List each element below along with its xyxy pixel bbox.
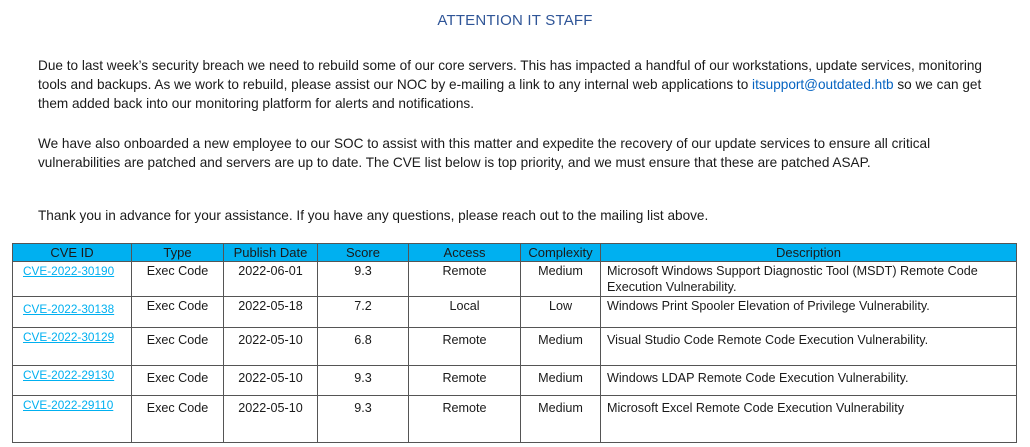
cell-access: Remote [409, 328, 521, 366]
intro-text-end: so we can get them added back into our monitoring platform for alerts and notifications. [38, 77, 982, 111]
cell-complexity: Medium [521, 366, 601, 396]
intro-text-start: Due to last week’s security breach we need to rebuild some of our core servers. This has impacted a handful of our workstations, update services, monitoring tools and backups. As we work to rebuild, please assist our NOC by e-mailing a link to any internal web applications to [38, 58, 982, 92]
cell-publish-date: 2022-05-10 [224, 328, 318, 366]
cell-type: Exec Code [132, 262, 224, 297]
cell-cve-id [13, 366, 132, 396]
cell-description: Microsoft Windows Support Diagnostic Tool (MSDT) Remote Code Execution Vulnerability. [601, 262, 1017, 297]
table-row [13, 366, 1017, 396]
cve-table [12, 243, 1017, 443]
column-header-complexity: Complexity [521, 244, 601, 262]
cell-cve-id [13, 396, 132, 443]
cell-cve-id [13, 297, 132, 328]
cell-publish-date: 2022-05-18 [224, 297, 318, 328]
cell-access: Remote [409, 396, 521, 443]
table-row [13, 396, 1017, 443]
column-header-description: Description [601, 244, 1017, 262]
cell-score: 9.3 [318, 396, 409, 443]
cell-publish-date: 2022-05-10 [224, 396, 318, 443]
cell-score: 7.2 [318, 297, 409, 328]
cell-type: Exec Code [132, 328, 224, 366]
thanks-paragraph: Thank you in advance for your assistance. If you have any questions, please reach out to the mailing list above. [38, 208, 709, 223]
cell-access: Remote [409, 366, 521, 396]
cell-description: Microsoft Excel Remote Code Execution Vulnerability [601, 396, 1017, 443]
column-header-type: Type [132, 244, 224, 262]
cve-link[interactable]: CVE-2022-30190 [23, 264, 115, 278]
cell-publish-date: 2022-05-10 [224, 366, 318, 396]
cell-description: Visual Studio Code Remote Code Execution Vulnerability. [601, 328, 1017, 366]
cell-complexity: Medium [521, 262, 601, 297]
cell-complexity: Medium [521, 328, 601, 366]
column-header-publish-date: Publish Date [224, 244, 318, 262]
cell-score: 9.3 [318, 262, 409, 297]
cell-score: 6.8 [318, 328, 409, 366]
column-header-access: Access [409, 244, 521, 262]
cell-access: Remote [409, 262, 521, 297]
cell-description: Windows LDAP Remote Code Execution Vulnerability. [601, 366, 1017, 396]
cve-link[interactable]: CVE-2022-29130 [23, 368, 115, 382]
cve-link[interactable]: CVE-2022-30138 [23, 302, 115, 316]
cell-type: Exec Code [132, 396, 224, 443]
soc-paragraph: We have also onboarded a new employee to our SOC to assist with this matter and expedite the recovery of our update services to ensure all critical vulnerabilities are patched and servers are up to date. The CVE list below is top priority, and we must ensure that these are patched ASAP. [38, 136, 931, 170]
intro-paragraph [38, 56, 998, 113]
cell-cve-id [13, 262, 132, 297]
cell-publish-date: 2022-06-01 [224, 262, 318, 297]
table-row [13, 262, 1017, 297]
cell-description: Windows Print Spooler Elevation of Privilege Vulnerability. [601, 297, 1017, 328]
table-row [13, 328, 1017, 366]
cell-type: Exec Code [132, 297, 224, 328]
cell-score: 9.3 [318, 366, 409, 396]
column-header-cve-id: CVE ID [13, 244, 132, 262]
table-header-row [13, 244, 1017, 262]
column-header-score: Score [318, 244, 409, 262]
cell-access: Local [409, 297, 521, 328]
support-email-link[interactable]: itsupport@outdated.htb [752, 77, 894, 92]
cell-complexity: Low [521, 297, 601, 328]
page-title: ATTENTION IT STAFF [437, 12, 593, 29]
table-row [13, 297, 1017, 328]
cell-type: Exec Code [132, 366, 224, 396]
cve-link[interactable]: CVE-2022-29110 [23, 398, 114, 412]
cell-cve-id [13, 328, 132, 366]
cell-complexity: Medium [521, 396, 601, 443]
cve-link[interactable]: CVE-2022-30129 [23, 330, 115, 344]
